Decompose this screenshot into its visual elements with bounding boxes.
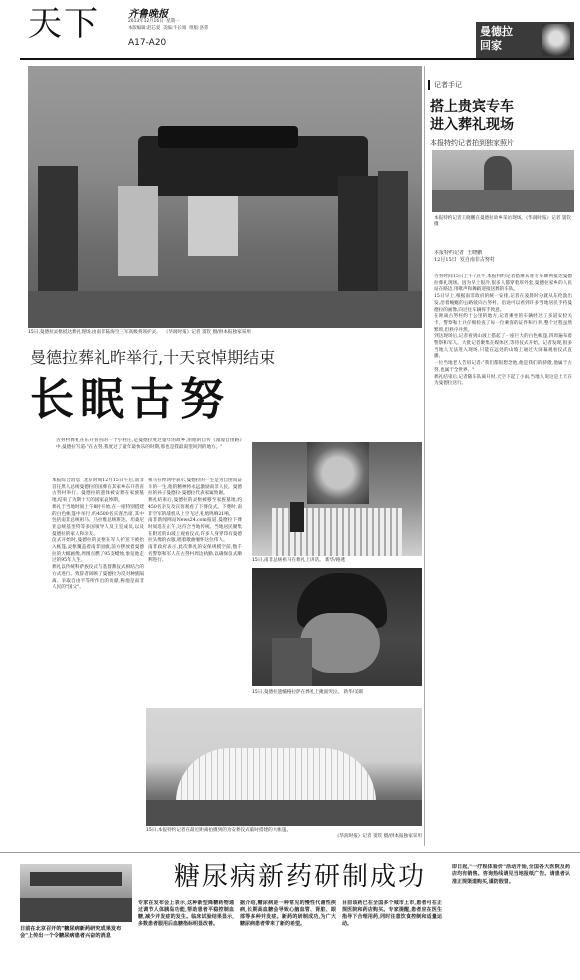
headline-kicker: 曼德拉葬礼昨举行,十天哀悼期结束 <box>30 348 276 367</box>
photo-graca-weeping <box>252 568 422 686</box>
ad-divider <box>0 852 580 853</box>
masthead <box>0 0 580 60</box>
lead-paragraph: 古努村葬礼在东开普省的一个小村庄,是曼德拉度过童年的故乡,由他的自传《漫漫自由路》中,曼德拉写道:"在古努,我度过了童年最快乐的时期,那也是我最渴望回到的地方。" <box>56 438 244 450</box>
tent-photo-caption: 15日,本报特约记者在最近距离拍摄到的为安葬仪式临时搭建的大帐篷。 <box>146 828 292 833</box>
ad-column-3: 目前该药已在全国多个城市上市,患者可在正规医院和药店购买。专家提醒,患者应在医生指导下合理用药,同时注意饮食控制和适量运动。 <box>342 900 442 927</box>
body-column-left: 本报综合消息 北京时间12月15日午后,南非首任黑人总统曼德拉的国葬在其家乡东开普省古努村举行。曼德拉的遗体被安葬在家族墓地,结束了为期十天的国家哀悼期。 葬礼于当地时间上午8时开始,在一座特别搭建的白色帐篷中举行,约4500名宾客出席,其中包括南非总统祖马、马拉维总统班达、坦桑尼亚总统基奎特等多国领导人及王室成员,以及曼德拉的家人和亲友。 仪式开始时,曼德拉的灵柩在军人护送下被抬入帐篷,灵柩覆盖着南非国旗,前方摆放着曼德拉的大幅画像,周围点燃了95支蜡烛,象征他走过的95年人生。 葬礼以传统科萨族仪式与基督教仪式相结合的方式进行。致辞者回顾了曼德拉为反对种族隔离、争取自由平等所作出的贡献,称他是南非人民的"国父"。 <box>52 478 144 591</box>
sidebar-subtitle: 本报特约记者拍到独家照片 <box>430 139 514 147</box>
issue-weekday: 星期一 <box>166 19 180 24</box>
sidebar-reporter-photo <box>432 150 574 212</box>
ad-left-title: 日前在北京召开的"糖尿病新药研究成果发布会"上传出一个令糖尿病患者兴奋的消息 <box>20 926 122 940</box>
ad-right-column: 即日起,"一疗程体验价"活动开始,全国各大医院及药店均有销售。咨询热线请见当地报纸广告。请患者认准正规渠道购买,谨防假冒。 <box>452 864 570 885</box>
feature-tag-label: 曼德拉 回家 <box>480 25 513 52</box>
top-photo-funeral-procession <box>28 66 422 328</box>
ad-conference-photo <box>20 864 132 922</box>
top-photo-credit: 《华润时报》记者 窦钦 摄/供本报独家采用 <box>163 330 251 335</box>
editor-credit: 本版编辑:赵芯爱 <box>128 26 161 31</box>
photo-graca-caption: 15日,曼德拉遗孀格拉萨在葬礼上掩面哭泣。 新华/美联 <box>252 690 364 695</box>
mandela-portrait-icon <box>542 24 570 56</box>
photo-funeral-tent <box>146 708 422 826</box>
sidebar-byline: 本报特约记者 王晓鹏 12月15日 发自南非古努村 <box>434 250 495 263</box>
sidebar-photo-caption: 本报特约记者王晓鹏在曼德拉故乡采访现场。《华润时报》记者 窦钦 摄 <box>434 216 571 228</box>
headline-main: 长眠古努 <box>30 374 230 425</box>
sidebar-divider <box>424 66 425 846</box>
sidebar-title: 搭上贵宾专车 进入葬礼现场 <box>430 99 514 133</box>
ad-headline: 糖尿病新药研制成功 <box>173 862 426 892</box>
ad-column-2: 据介绍,糖尿病是一种常见的慢性代谢性疾病,长期高血糖会导致心脑血管、肾脏、眼部等多种并发症。新药的研制成功,为广大糖尿病患者带来了新的希望。 <box>240 900 336 927</box>
photo-zuma-caption: 15日,南非总统祖马在葬礼上讲话。 新华/路透 <box>252 558 346 563</box>
ad-column-1: 专家在发布会上表示,这种新型降糖药物通过调节人体胰岛功能,帮助患者平稳控制血糖,减少并发症的发生。临床试验结果显示,多数患者服用后血糖指标明显改善。 <box>138 900 234 927</box>
top-photo-caption: 15日,曼德拉灵柩抵达葬礼现场,由南非陆海空三军高级将领护灵。 <box>28 330 161 335</box>
tent-photo-credit: 《华润时报》记者 窦钦 摄/供本报独家采用 <box>334 834 422 839</box>
proof-credit: 组版:洛菁 <box>189 26 209 31</box>
designer-credit: 美编:牛长娟 <box>163 26 187 31</box>
body-column-mid: 祖马在悼词中表示,曼德拉的一生是为自由而奋斗的一生,他的精神将永远激励南非人民。曼德拉的孙子曼德拉·曼德拉代表家属致谢。 葬礼结束后,曼德拉的灵柩被移至家族墓地,约450名亲友及宾客观看了下葬仪式。下葬时,南非空军的战机从上空飞过,礼炮鸣响21响。 南非新闻网站News24.com报道,曼德拉下葬时间选在正午,这符合当地传统。当地居民聚集在附近的山坡上观看仪式,许多人身穿印有曼德拉头像的衣服,唱着歌曲缅怀这位伟人。 南非政府表示,此次葬礼的安保规模空前,数千名警察和军人在古努村周边执勤,以确保仪式顺利进行。 <box>148 478 242 564</box>
sidebar-body: 古努时间15日上午7点半,本报特约记者搭乘宾客专车顺利抵达曼德拉葬礼现场。因为早上很冷,很多人都穿着厚外套,曼德拉家乡的人民站在路边,用歌声和舞蹈迎接送葬的车队。 15日早上,根据南非政府的统一安排,记者在凌晨时分就从东伦敦出发,沿着蜿蜒的公路驶向古努村。沿途可以看到许多当地居民手持曼德拉的画像,向过往车辆挥手致意。 在距离古努村约十公里的地方,记者乘坐的车辆经过了多道安检关卡。警察和士兵仔细检查了每一位乘客的证件和行李,整个过程虽然繁琐,但秩序井然。 到达现场后,记者看到山坡上搭起了一座巨大的白色帐篷,四周遍布着警察和军人。大批记者聚集在媒体区,等待仪式开始。记者发现,很多当地人无法进入现场,只能在远处的山坡上通过大屏幕观看仪式直播。 一位当地老人告诉记者:"我们都很想念他,他是我们的骄傲,他属于古努,也属于全世界。" 葬礼结束后,记者随车队离开时,天空下起了小雨,当地人说这是上天在为曼德拉送行。 <box>434 274 572 387</box>
paper-name: 齐鲁晚报 <box>128 9 168 20</box>
section-title: 天下 <box>28 4 100 44</box>
page-number: A17-A20 <box>128 38 167 48</box>
advertisement <box>0 854 580 980</box>
photo-zuma-speech <box>252 442 422 556</box>
sidebar-label: 记者手记 <box>428 80 466 90</box>
sidebar-reporter-notes <box>426 66 574 846</box>
feature-tag <box>476 22 574 58</box>
issue-date: 2013年12月16日 <box>128 19 164 24</box>
masthead-rule <box>20 58 574 60</box>
